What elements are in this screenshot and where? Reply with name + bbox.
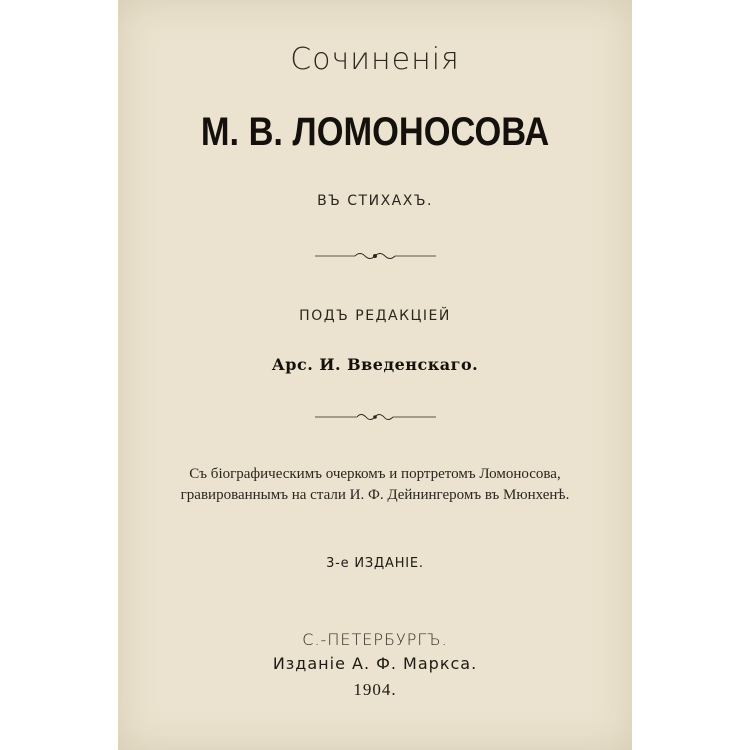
ornamental-rule-icon — [118, 249, 632, 263]
title-page — [118, 0, 632, 750]
editor-name: Арс. И. Введенскаго. — [271, 355, 479, 374]
imprint-city: С.-ПЕТЕРБУРГЪ. — [302, 630, 448, 649]
subtitle: ВЪ СТИХАХЪ. — [317, 193, 433, 209]
bio-note-line-2: гравированнымъ на стали И. Ф. Дейнингеромъ въ Мюнхенѣ. — [180, 487, 570, 503]
bio-note-line-1: Съ біографическимъ очеркомъ и портретомъ Ломоносова, — [189, 466, 561, 482]
imprint-year: 1904. — [353, 680, 397, 699]
works-heading: Сочиненія — [290, 42, 460, 77]
imprint-publisher: Изданіе А. Ф. Маркса. — [272, 654, 478, 673]
edition-label: 3-е ИЗДАНІЕ. — [326, 556, 424, 571]
author-name: М. В. ЛОМОНОСОВА — [200, 110, 550, 154]
editor-label: ПОДЪ РЕДАКЦІЕЙ — [299, 308, 451, 324]
ornamental-rule-icon — [118, 410, 632, 424]
